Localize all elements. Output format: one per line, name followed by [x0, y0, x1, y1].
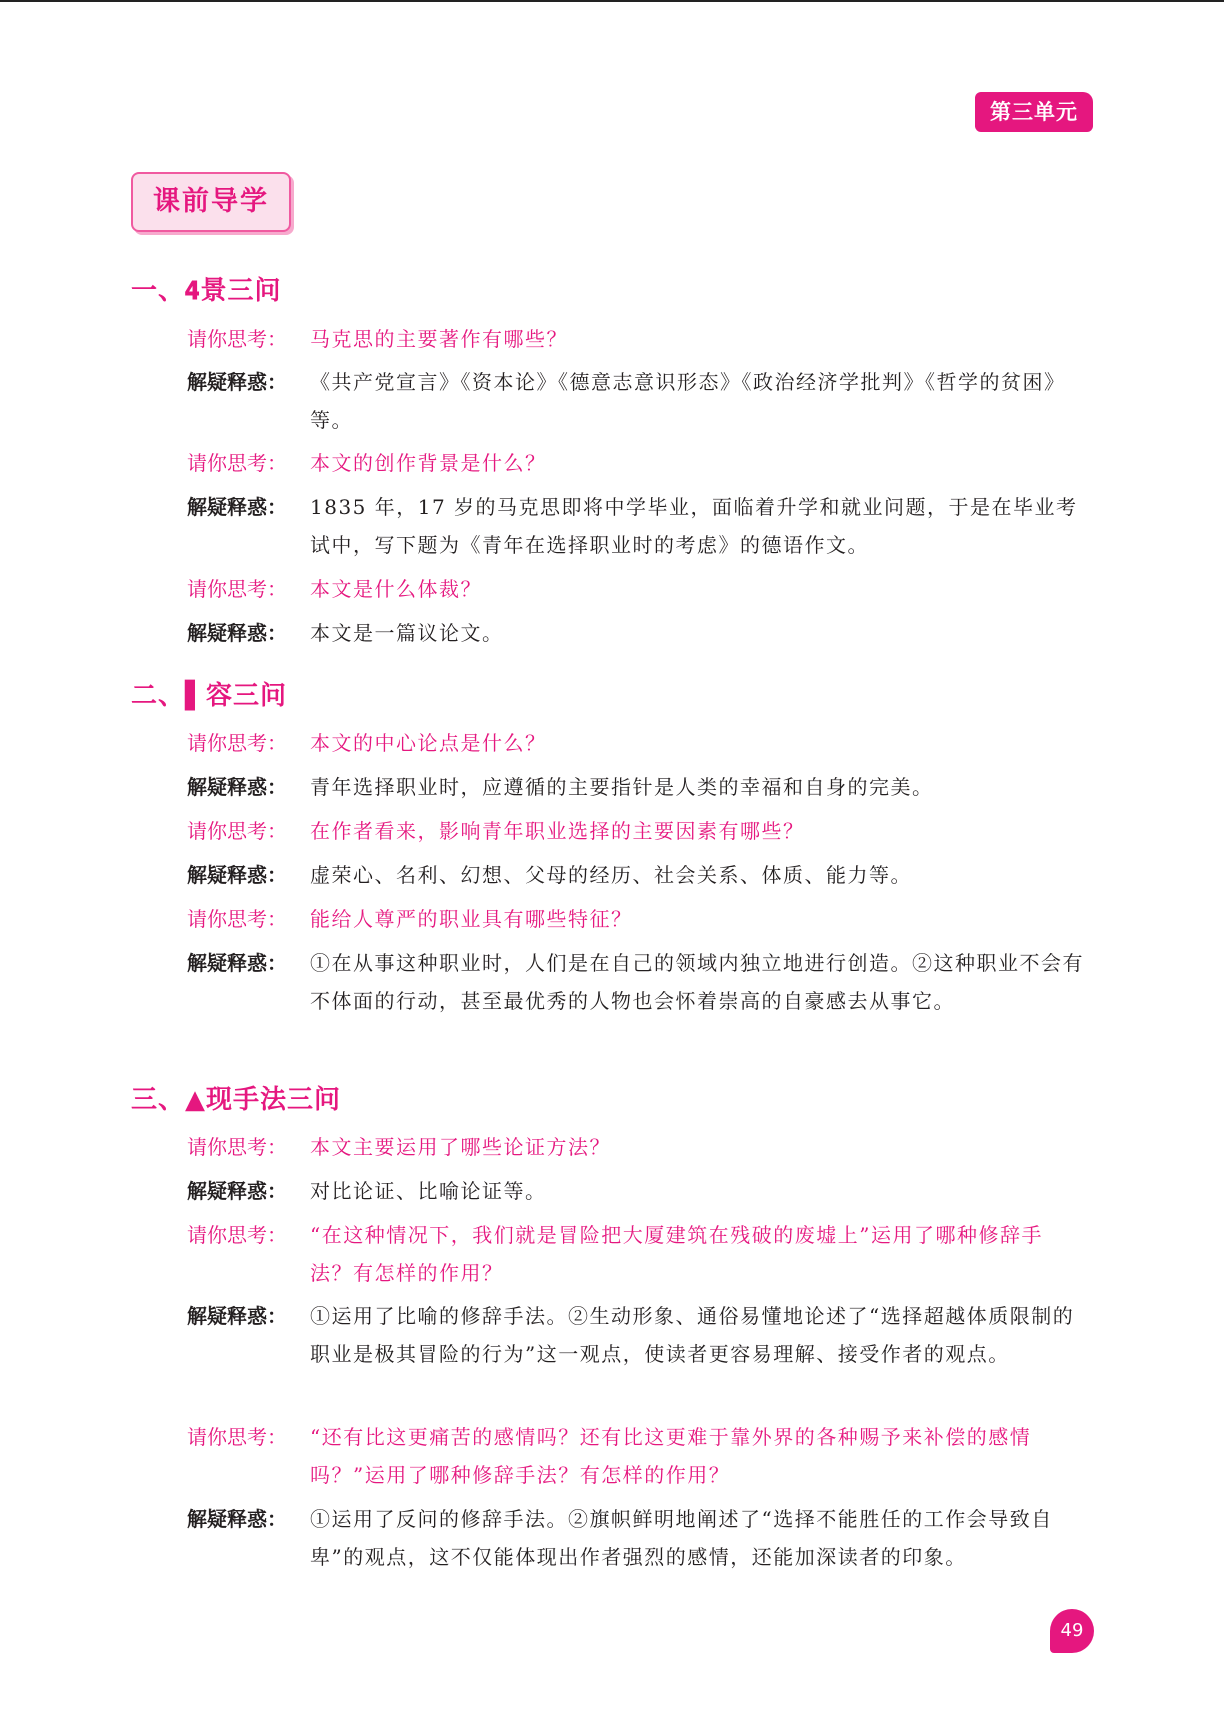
answer-text: 青年选择职业时，应遵循的主要指针是人类的幸福和自身的完美。	[310, 775, 934, 799]
question-label: 请你思考：	[187, 731, 287, 755]
qa-answer	[187, 614, 1087, 652]
answer-label: 解疑释惑：	[187, 1179, 287, 1203]
qa-question	[187, 1128, 1087, 1166]
answer-label: 解疑释惑：	[187, 495, 287, 519]
question-label: 请你思考：	[187, 577, 287, 601]
question-label: 请你思考：	[187, 819, 287, 843]
question-text: “在这种情况下，我们就是冒险把大厦建筑在残破的废墟上”运用了哪种修辞手法？有怎样的作用？	[310, 1223, 1043, 1285]
question-text: 本文的创作背景是什么？	[310, 451, 547, 475]
question-text: “还有比这更痛苦的感情吗？还有比这更难于靠外界的各种赐予来补偿的感情吗？”运用了哪种修辞手法？有怎样的作用？	[310, 1425, 1032, 1487]
answer-text: ①运用了反问的修辞手法。②旗帜鲜明地阐述了“选择不能胜任的工作会导致自卑”的观点，这不仅能体现出作者强烈的感情，还能加深读者的印象。	[310, 1507, 1053, 1569]
qa-answer	[187, 768, 1087, 806]
guide-title: 课前导学	[153, 186, 269, 217]
qa-answer	[187, 488, 1087, 564]
qa-answer	[187, 1500, 1087, 1576]
answer-text: 1835 年，17 岁的马克思即将中学毕业，面临着升学和就业问题，于是在毕业考试中，写下题为《青年在选择职业时的考虑》的德语作文。	[310, 495, 1078, 557]
question-text: 在作者看来，影响青年职业选择的主要因素有哪些？	[310, 819, 805, 843]
page-number: 49	[1050, 1609, 1094, 1653]
qa-answer	[187, 856, 1087, 894]
guide-title-tab	[131, 172, 291, 232]
question-text: 本文的中心论点是什么？	[310, 731, 547, 755]
answer-text: 本文是一篇议论文。	[310, 621, 504, 645]
answer-text: 对比论证、比喻论证等。	[310, 1179, 547, 1203]
answer-label: 解疑释惑：	[187, 1507, 287, 1531]
qa-answer	[187, 363, 1087, 439]
section-heading-technique: 三、▲现手法三问	[131, 1085, 341, 1115]
question-label: 请你思考：	[187, 907, 287, 931]
top-rule	[0, 0, 1224, 2]
section-heading-content: 二、▌容三问	[131, 681, 287, 711]
question-label: 请你思考：	[187, 1135, 287, 1159]
answer-text: ①在从事这种职业时，人们是在自己的领域内独立地进行创造。②这种职业不会有不体面的行动，甚至最优秀的人物也会怀着崇高的自豪感去从事它。	[310, 951, 1084, 1013]
qa-answer	[187, 1297, 1087, 1411]
question-label: 请你思考：	[187, 1223, 287, 1247]
question-label: 请你思考：	[187, 327, 287, 351]
answer-label: 解疑释惑：	[187, 1304, 287, 1328]
qa-question	[187, 724, 1087, 762]
question-text: 本文主要运用了哪些论证方法？	[310, 1135, 611, 1159]
question-text: 能给人尊严的职业具有哪些特征？	[310, 907, 633, 931]
qa-answer	[187, 1172, 1087, 1210]
qa-answer	[187, 944, 1087, 1058]
qa-question	[187, 1418, 1087, 1494]
qa-question	[187, 812, 1087, 850]
qa-question	[187, 570, 1087, 608]
answer-label: 解疑释惑：	[187, 951, 287, 975]
section-heading-background: 一、𝟒景三问	[131, 276, 282, 306]
qa-question	[187, 900, 1087, 938]
question-text: 本文是什么体裁？	[310, 577, 482, 601]
qa-question	[187, 444, 1087, 482]
question-text: 马克思的主要著作有哪些？	[310, 327, 568, 351]
answer-text: 《共产党宣言》《资本论》《德意志意识形态》《政治经济学批判》《哲学的贫困》等。	[310, 370, 1066, 432]
qa-question	[187, 1216, 1087, 1292]
answer-text: 虚荣心、名利、幻想、父母的经历、社会关系、体质、能力等。	[310, 863, 912, 887]
answer-label: 解疑释惑：	[187, 370, 287, 394]
question-label: 请你思考：	[187, 1425, 287, 1449]
answer-label: 解疑释惑：	[187, 775, 287, 799]
unit-tag: 第三单元	[975, 92, 1093, 132]
answer-text: ①运用了比喻的修辞手法。②生动形象、通俗易懂地论述了“选择超越体质限制的职业是极其冒险的行为”这一观点，使读者更容易理解、接受作者的观点。	[310, 1304, 1075, 1366]
answer-label: 解疑释惑：	[187, 863, 287, 887]
answer-label: 解疑释惑：	[187, 621, 287, 645]
qa-question	[187, 320, 1087, 358]
question-label: 请你思考：	[187, 451, 287, 475]
